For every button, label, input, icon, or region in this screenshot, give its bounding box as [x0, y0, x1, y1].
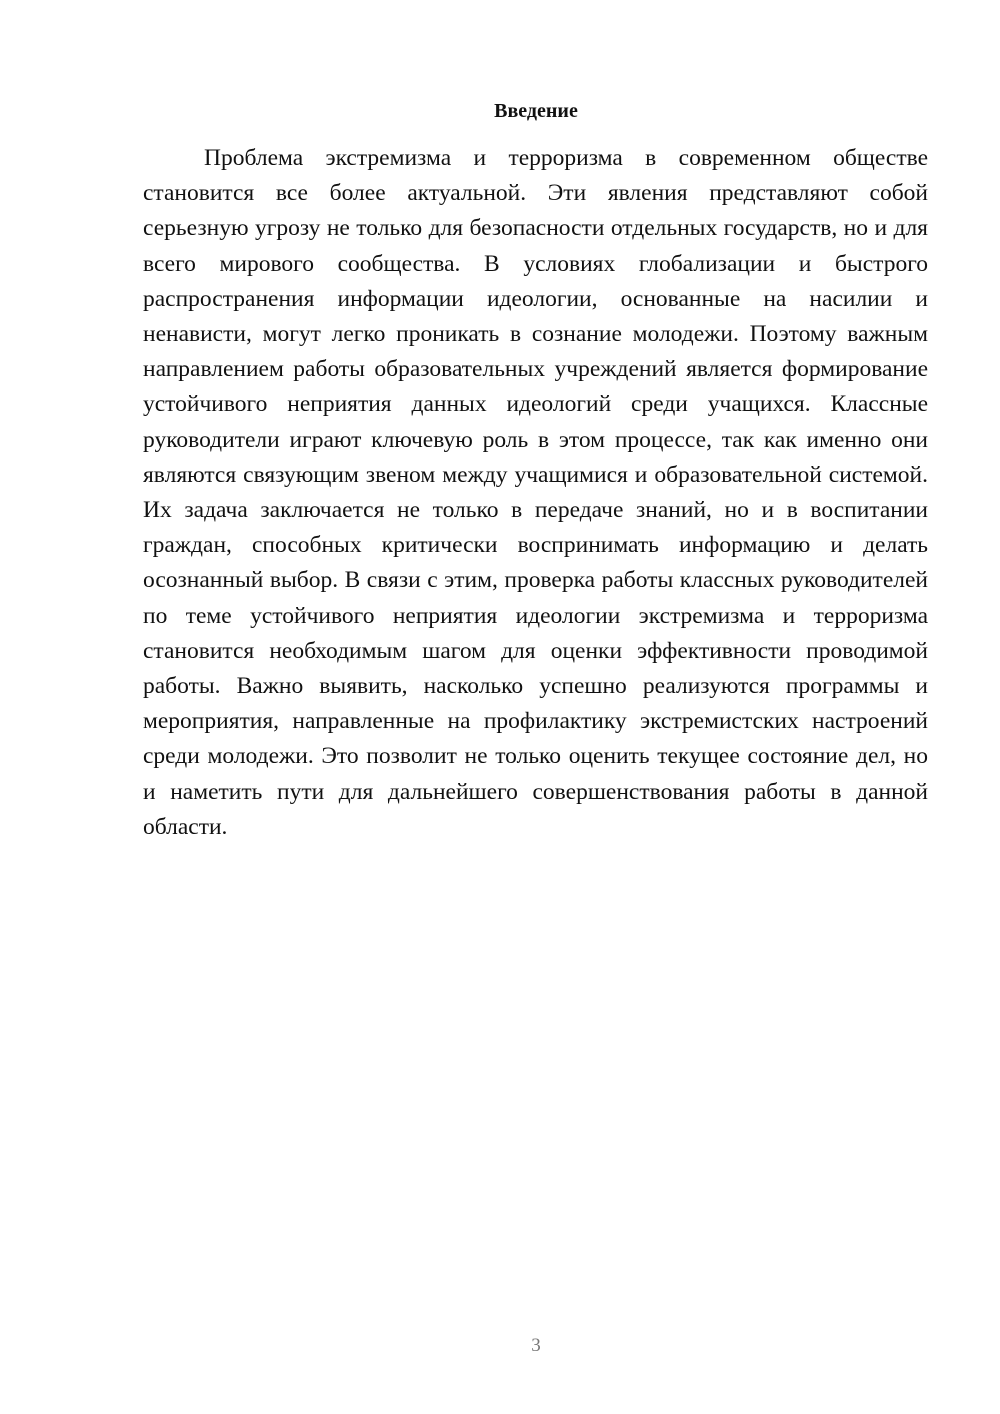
page-number: 3: [531, 1335, 541, 1356]
body-paragraph: Проблема экстремизма и терроризма в современном обществе становится все более актуальной. Эти явления представляют собой серьезную угрозу не только для безопасности отдельных государств, но и для всего мирового сообщества. В условиях глобализации и быстрого распространения информации идеологии, основанные на насилии и ненависти, могут легко проникать в сознание молодежи. Поэтому важным направлением работы образовательных учреждений является формирование устойчивого неприятия данных идеологий среди учащихся. Классные руководители играют ключевую роль в этом процессе, так как именно они являются связующим звеном между учащимися и образовательной системой. Их задача заключается не только в передаче знаний, но и в воспитании граждан, способных критически воспринимать информацию и делать осознанный выбор. В связи с этим, проверка работы классных руководителей по теме устойчивого неприятия идеологии экстремизма и терроризма становится необходимым шагом для оценки эффективности проводимой работы. Важно выявить, насколько успешно реализуются программы и мероприятия, направленные на профилактику экстремистских настроений среди молодежи. Это позволит не только оценить текущее состояние дел, но и наметить пути для дальнейшего совершенствования работы в данной области.: [143, 145, 928, 840]
section-heading: Введение: [494, 100, 578, 122]
